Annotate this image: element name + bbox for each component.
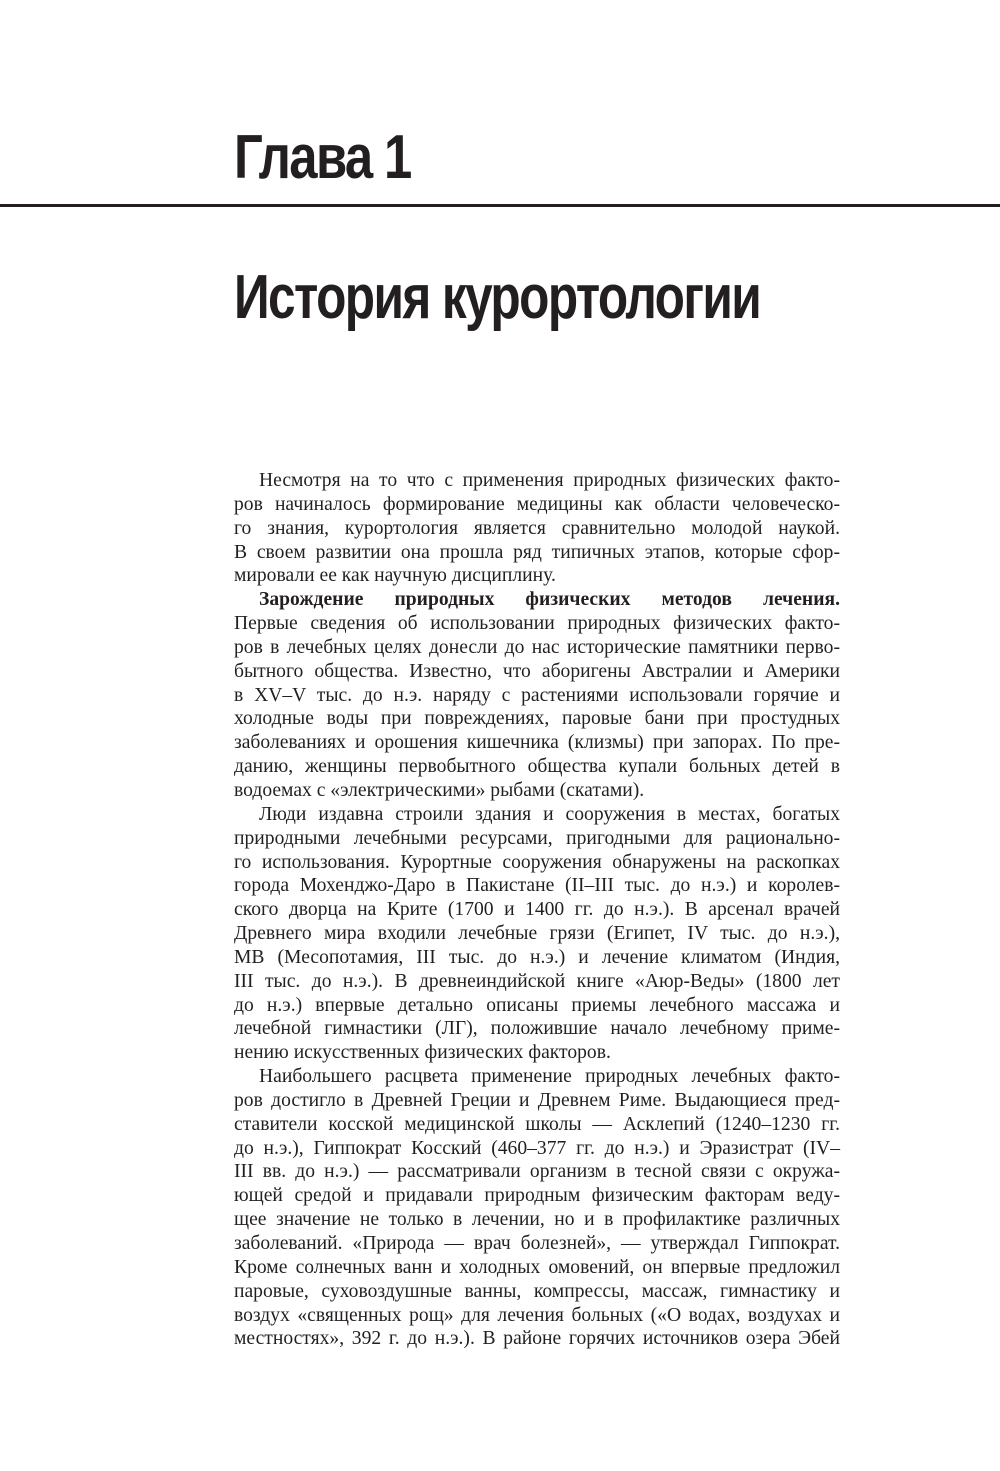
chapter-body [234, 469, 840, 1351]
paragraph [234, 469, 840, 588]
text-line: ющей средой и придавали природным физическим факторам веду- [234, 1185, 840, 1207]
text-line: мировали ее как научную дисциплину. [234, 565, 556, 587]
text-line: бытного общества. Известно, что аборигены Австралии и Америки [234, 660, 840, 682]
text-line: го использования. Курортные сооружения обнаружены на раскопках [234, 851, 840, 873]
text-line: до н.э.) впервые детально описаны приемы лечебного массажа и [234, 994, 840, 1016]
text-line: местностях», 392 г. до н.э.). В районе горячих источников озера Эбей [234, 1328, 840, 1350]
text-line: лечебной гимнастики (ЛГ), положившие начало лечебному приме- [234, 1018, 840, 1040]
paragraph [234, 803, 840, 1065]
chapter-number: Глава 1 [234, 123, 411, 192]
chapter-divider [0, 204, 1000, 207]
text-line: Несмотря на то что с применения природных физических факто- [259, 470, 840, 491]
text-line: города Мохенджо-Даро в Пакистане (II–III тыс. до н.э.) и королев- [234, 875, 840, 897]
text-line: ставители косской медицинской школы — Асклепий (1240–1230 гг. [234, 1113, 840, 1135]
text-line: заболеваниях и орошения кишечника (клизмы) при запорах. По пре- [234, 732, 840, 754]
text-line: до н.э.), Гиппократ Косский (460–377 гг. до н.э.) и Эразистрат (IV– [234, 1137, 840, 1159]
text-line: холодные воды при повреждениях, паровые бани при простудных [234, 708, 840, 730]
text-line: Люди издавна строили здания и сооружения в местах, богатых [259, 803, 840, 825]
text-line: МВ (Месопотамия, III тыс. до н.э.) и лечение климатом (Индия, [234, 946, 840, 968]
text-line: в XV–V тыс. до н.э. наряду с растениями использовали горячие и [234, 684, 840, 706]
text-line: ров в лечебных целях донесли до нас исторические памятники перво- [234, 636, 840, 658]
text-line: заболеваний. «Природа — врач болезней», — утверждал Гиппократ. [234, 1233, 840, 1254]
text-line: паровые, суховоздушные ванны, компрессы, массаж, гимнастику и [234, 1280, 840, 1302]
text-line: щее значение не только в лечении, но и в профилактике различных [234, 1209, 840, 1231]
text-line: III вв. до н.э.) — рассматривали организм в тесной связи с окружа- [234, 1161, 840, 1183]
text-line: Древнего мира входили лечебные грязи (Египет, IV тыс. до н.э.), [234, 923, 840, 945]
text-line: воздух «священных рощ» для лечения больных («О водах, воздухах и [234, 1304, 840, 1326]
paragraph [234, 1065, 840, 1351]
text-line: водоемах с «электрическими» рыбами (скатами). [234, 779, 645, 801]
text-line: ров начиналось формирование медицины как области человеческо- [234, 493, 840, 515]
text-line: природными лечебными ресурсами, пригодными для рационально- [234, 827, 840, 849]
text-line: го знания, курортология является сравнительно молодой наукой. [234, 517, 840, 539]
chapter-title: История курортологии [234, 263, 761, 332]
text-line: Первые сведения об использовании природных физических факто- [234, 613, 840, 635]
text-line: Наибольшего расцвета применение природных лечебных факто- [259, 1066, 840, 1088]
text-line: В своем развитии она прошла ряд типичных этапов, которые сфор- [234, 541, 840, 563]
paragraph [234, 588, 840, 803]
text-line: ского дворца на Крите (1700 и 1400 гг. до н.э.). В арсенал врачей [234, 899, 840, 921]
text-line: III тыс. до н.э.). В древнеиндийской книге «Аюр-Веды» (1800 лет [234, 970, 840, 992]
text-line: Кроме солнечных ванн и холодных омовений, он впервые предложил [234, 1256, 840, 1278]
text-line [234, 588, 840, 612]
text-line: нению искусственных физических факторов. [234, 1042, 611, 1064]
text-line: данию, женщины первобытного общества купали больных детей в [234, 756, 840, 778]
text-line: ров достигло в Древней Греции и Древнем Риме. Выдающиеся пред- [234, 1089, 840, 1111]
section-lead-heading: Зарождение природных физических методов лечения. [259, 589, 840, 611]
